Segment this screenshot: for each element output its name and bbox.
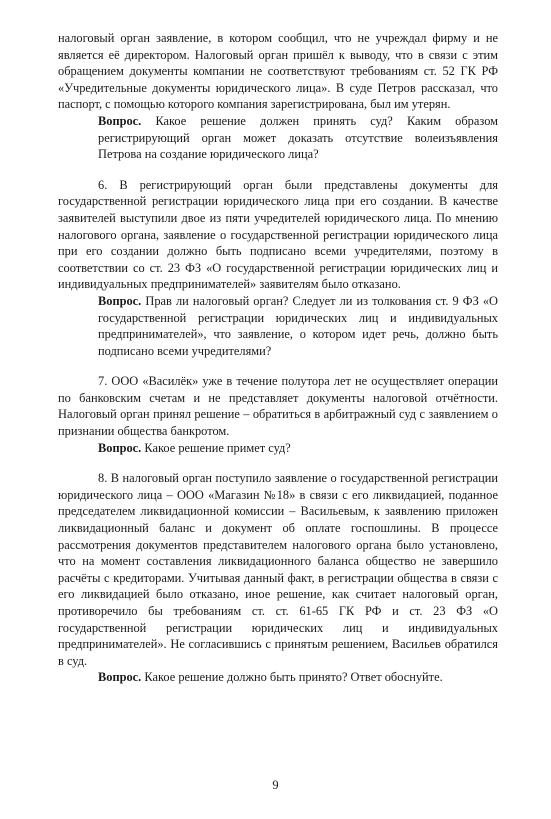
question-label: Вопрос. xyxy=(98,440,142,455)
page-number: 9 xyxy=(272,778,279,792)
question-label: Вопрос. xyxy=(98,113,142,128)
question-text: Какое решение должно быть принято? Ответ обоснуйте. xyxy=(141,670,443,685)
case-7: 7. ООО «Василёк» уже в течение полутора лет не осуществляет операции по банковским счетам и не представляет документы налоговой отчётности. Налоговый орган принял решение – обратиться в арбитражный суд с заявлением о признании общества банкротом. xyxy=(58,374,498,439)
question-text: Какое решение примет суд? xyxy=(141,440,291,455)
case-6: 6. В регистрирующий орган были представлены документы для государственной регистрации юридического лица при его создании. В качестве заявителей выступили двое из пяти учредителей юридического лица. По мнению налогового органа, заявление о государственной регистрации юридического лица при его создании должно быть подписано всеми учредителями, поэтому в соответствии со ст. 23 ФЗ «О государственной регистрации юридических лиц и индивидуальных предпринимателей» заявителям было отказано. xyxy=(58,177,498,292)
question-7 xyxy=(58,440,498,457)
question-text: Прав ли налоговый орган? Следует ли из толкования ст. 9 ФЗ «О государственной регистрации юридических лиц и индивидуальных предпринимателей», что заявление, о котором идет речь, должно быть подписано всеми учредителями? xyxy=(98,293,498,358)
question-6 xyxy=(58,293,498,359)
question-8 xyxy=(58,669,498,686)
question-label: Вопрос. xyxy=(98,293,142,308)
question-text: Какое решение должен принять суд? Каким образом регистрирующий орган может доказать отсутствие волеизъявления Петрова на создание юридического лица? xyxy=(98,113,498,162)
question-5 xyxy=(58,113,498,163)
document-page xyxy=(58,30,498,686)
case-8: 8. В налоговый орган поступило заявление о государственной регистрации юридического лица – ООО «Магазин №18» в связи с его ликвидацией, поданное председателем ликвидационной комиссии – Васильевым, к заявлению приложен ликвидационный баланс и документ об оплате госпошлины. В процессе рассмотрения документов представителем налогового органа было установлено, что на момент составления ликвидационного баланса общество не завершило расчёты с кредиторами. Учитывая данный факт, в регистрации общества в связи с его ликвидацией было отказано, иное решение, как считает налоговый орган, противоречило бы требованиям ст. ст. 61-65 ГК РФ и ст. 23 ФЗ «О государственной регистрации юридических лиц и индивидуальных предпринимателей». Не согласившись с принятым решением, Васильев обратился в суд. xyxy=(58,471,498,668)
question-label: Вопрос. xyxy=(98,670,142,685)
paragraph-continuation: налоговый орган заявление, в котором сообщил, что не учреждал фирму и не является её директором. Налоговый орган пришёл к выводу, что в связи с этим обращением документы компании не соответствуют требованиям ст. 52 ГК РФ «Учредительные документы юридического лица». В суде Петров рассказал, что паспорт, с помощью которого компания зарегистрирована, был им утерян. xyxy=(58,31,498,112)
